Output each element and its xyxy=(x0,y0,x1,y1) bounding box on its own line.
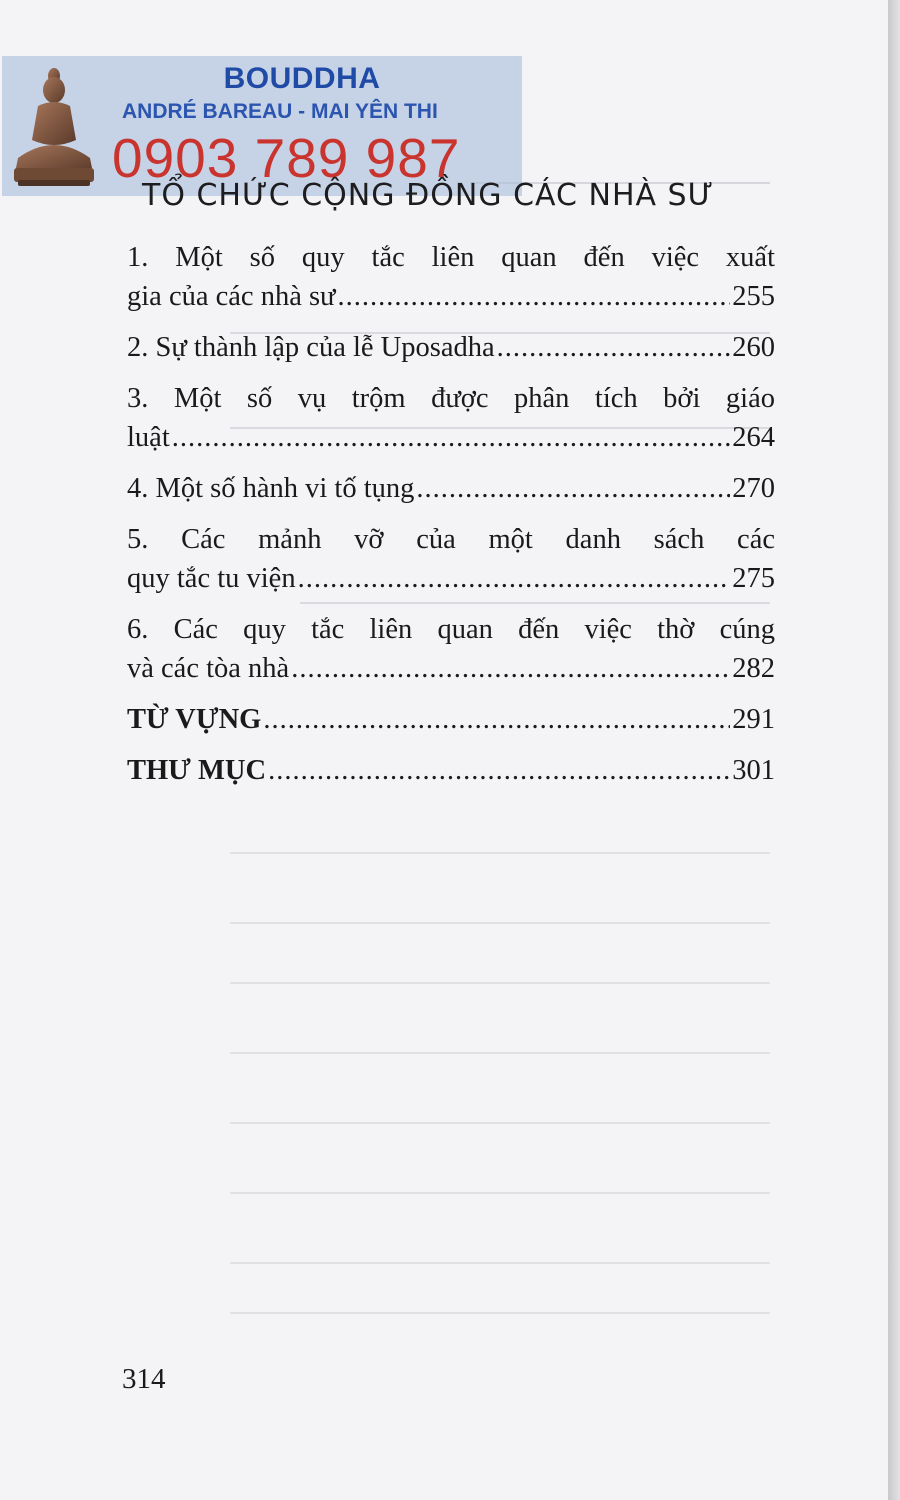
toc-entry-title: 4. Một số hành vi tố tụng xyxy=(127,473,415,504)
toc-entry-title: TỪ VỰNG xyxy=(127,704,262,735)
toc-entry-title: và các tòa nhà xyxy=(127,653,290,684)
toc-entry xyxy=(127,751,775,790)
toc-entry-line1: 5. Các mảnh vỡ của một danh sách các xyxy=(127,524,775,555)
toc-entry-line1: 6. Các quy tắc liên quan đến việc thờ cúng xyxy=(127,614,775,645)
buddha-statue-icon xyxy=(8,62,100,190)
leader-dots xyxy=(172,418,731,457)
leader-dots xyxy=(263,700,730,739)
toc-entry xyxy=(127,379,775,457)
toc-entry xyxy=(127,610,775,688)
table-of-contents xyxy=(127,238,775,790)
toc-entry xyxy=(127,520,775,598)
toc-entry-page: 260 xyxy=(732,332,775,363)
toc-entry-page: 282 xyxy=(732,653,775,684)
toc-entry-page: 291 xyxy=(732,704,775,735)
toc-entry-page: 270 xyxy=(732,473,775,504)
leader-dots xyxy=(497,328,731,367)
toc-entry-title: THƯ MỤC xyxy=(127,755,267,786)
toc-entry xyxy=(127,469,775,508)
leader-dots xyxy=(416,469,730,508)
page-number: 314 xyxy=(122,1363,166,1395)
toc-entry xyxy=(127,700,775,739)
promo-banner xyxy=(2,56,522,196)
section-heading: TỔ CHỨC CỘNG ĐỒNG CÁC NHÀ SƯ xyxy=(142,178,715,213)
banner-phone-number: 0903 789 987 xyxy=(112,127,461,189)
page-edge xyxy=(888,0,900,1500)
toc-entry-title: 2. Sự thành lập của lễ Uposadha xyxy=(127,332,495,363)
leader-dots xyxy=(298,559,731,598)
leader-dots xyxy=(338,277,731,316)
banner-title: BOUDDHA xyxy=(223,62,381,95)
banner-authors: ANDRÉ BAREAU - MAI YÊN THI xyxy=(122,100,438,123)
toc-entry-title: gia của các nhà sư xyxy=(127,281,336,312)
toc-entry-page: 301 xyxy=(732,755,775,786)
toc-entry-title: quy tắc tu viện xyxy=(127,563,296,594)
toc-entry-page: 275 xyxy=(732,563,775,594)
toc-entry-title: luật xyxy=(127,422,170,453)
toc-entry-line1: 1. Một số quy tắc liên quan đến việc xuất xyxy=(127,242,775,273)
toc-entry-line1: 3. Một số vụ trộm được phân tích bởi giáo xyxy=(127,383,775,414)
toc-entry-page: 264 xyxy=(732,422,775,453)
toc-entry-page: 255 xyxy=(732,281,775,312)
leader-dots xyxy=(268,751,730,790)
leader-dots xyxy=(291,649,730,688)
toc-entry xyxy=(127,328,775,367)
toc-entry xyxy=(127,238,775,316)
